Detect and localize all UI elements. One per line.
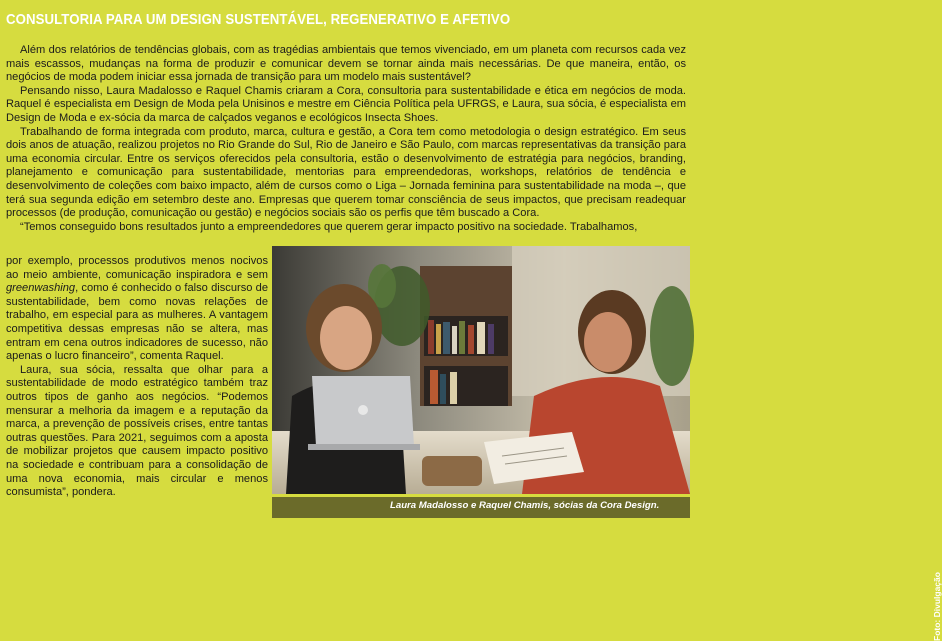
photo-caption-bar [272,497,690,518]
paragraph: Trabalhando de forma integrada com produto, marca, cultura e gestão, a Cora tem como metodologia o design estratégico. Em seus dois anos de atuação, realizou projetos no Rio Grande do Sul, Rio de Janeiro e São Paulo, com marcas representativas da transição para uma economia circular. Entre os serviços oferecidos pela consultoria, estão o desenvolvimento de estratégia para negócios, branding, planejamento e comunicação para sustentabilidade, mentorias para empreendedoras, workshops, relatórios de tendência e desenvolvimento de coleções com baixo impacto, além de cursos como o Liga – Jornada feminina para sustentabilidade na moda –, que terá sua segunda edição em setembro deste ano. Empresas que querem tomar consciência de seus impactos, que precisam readequar processos (de produção, comunicação ou gestão) e negócios sociais são os perfis que têm buscado a Cora. [6,125,686,220]
italic-term: greenwashing [6,282,76,295]
photo-illustration [272,246,690,494]
text-run: , como é conhecido o falso discurso de sustentabilidade, bem como novas relações de trabalho, em especial para as mulheres. A vantagem competitiva dessas empresas não se altera, mas entram em cena outros indicadores de sucesso, não apenas o lucro financeiro”, comenta Raquel. [6,282,268,363]
title-bar [0,0,690,34]
article-body-top [6,44,686,234]
paragraph [6,255,268,364]
text-run: por exemplo, processos produtivos menos nocivos ao meio ambiente, comunicação inspiradora e sem [6,255,268,281]
paragraph: Pensando nisso, Laura Madalosso e Raquel Chamis criaram a Cora, consultoria para sustentabilidade e ética em negócios de moda. Raquel é especialista em Design de Moda pela Unisinos e mestre em Ciência Política pela UFRGS, e Laura, sua sócia, é especialista em Design de Moda e ex-sócia da marca de calçados veganos e ecológicos Insecta Shoes. [6,84,686,124]
paragraph: Laura, sua sócia, ressalta que olhar para a sustentabilidade de modo estratégico também traz outros tipos de ganho aos negócios. “Podemos mensurar a melhoria da imagem e a reputação da marca, a prevenção de possíveis crises, entre tantas outras questões. Para 2021, seguimos com a aposta de mobilizar projetos que causem impacto positivo na sociedade e contribuam para a consolidação de uma nova economia, mais circular e menos consumista”, pondera. [6,363,268,499]
paragraph: “Temos conseguido bons resultados junto a empreendedores que querem gerar impacto positivo na sociedade. Trabalhamos, [20,220,638,233]
article-body-left [6,255,268,500]
photo-caption: Laura Madalosso e Raquel Chamis, sócias da Cora Design. [390,500,660,511]
photo-credit: Foto: Divulgação [932,572,942,641]
article-title: CONSULTORIA PARA UM DESIGN SUSTENTÁVEL, REGENERATIVO E AFETIVO [6,10,511,28]
paragraph: Além dos relatórios de tendências globais, com as tragédias ambientais que temos vivenciado, em um planeta com recursos cada vez mais escassos, mudanças na forma de produzir e comunicar devem se tornar ainda mais necessárias. De que maneira, então, os negócios de moda podem iniciar essa jornada de transição para um modelo mais sustentável? [6,44,686,84]
